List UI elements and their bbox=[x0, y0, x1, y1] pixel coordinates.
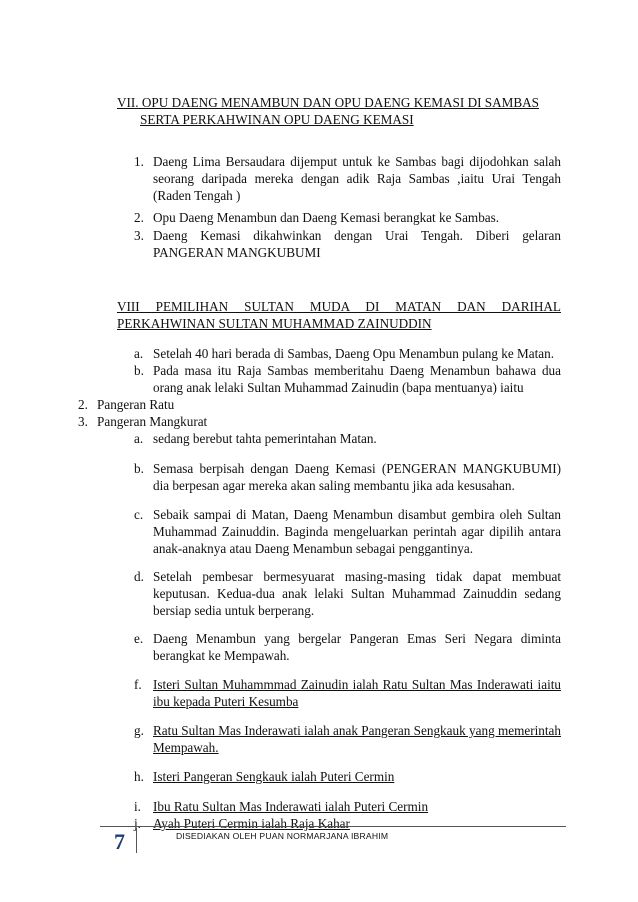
list-marker: b. bbox=[134, 461, 144, 476]
list-marker: 1. bbox=[134, 154, 144, 169]
list-item bbox=[134, 153, 561, 204]
list-item bbox=[134, 798, 561, 815]
page-number: 7 bbox=[114, 829, 125, 854]
list-item-text: Daeng Lima Bersaudara dijemput untuk ke Sambas bagi dijodohkan salah seorang daripada mereka dengan adik Raja Sambas ,iaitu Urai Tengah (Raden Tengah ) bbox=[153, 154, 561, 203]
numbered-item bbox=[78, 413, 207, 430]
list-item bbox=[134, 568, 561, 619]
list-item bbox=[134, 815, 561, 832]
list-item bbox=[134, 722, 561, 756]
list-marker: g. bbox=[134, 723, 144, 738]
list-item-text: Sebaik sampai di Matan, Daeng Menambun disambut gembira oleh Sultan Muhammad Zainuddin. Baginda mengeluarkan perintah agar dipilih antara anak-anaknya atau Daeng Menambun sebagai penggantinya. bbox=[153, 507, 561, 556]
list-item-text: Ayah Puteri Cermin ialah Raja Kahar bbox=[153, 816, 350, 831]
list-marker: d. bbox=[134, 569, 144, 584]
list-item-text: sedang berebut tahta pemerintahan Matan. bbox=[153, 431, 377, 446]
section-7-title-line-2: SERTA PERKAHWINAN OPU DAENG KEMASI bbox=[140, 112, 414, 127]
list-item bbox=[134, 506, 561, 557]
list-item-text: Setelah 40 hari berada di Sambas, Daeng Opu Menambun pulang ke Matan. bbox=[153, 346, 555, 361]
list-marker: h. bbox=[134, 769, 144, 784]
list-marker: 3. bbox=[134, 228, 144, 243]
list-marker: i. bbox=[134, 799, 141, 814]
list-item-text: Isteri Sultan Muhammmad Zainudin ialah Ratu Sultan Mas Inderawati iaitu ibu kepada Puteri Kesumba bbox=[153, 677, 561, 709]
list-item-text: Daeng Kemasi dikahwinkan dengan Urai Tengah. Diberi gelaran PANGERAN MANGKUBUMI bbox=[153, 228, 561, 260]
list-marker: j. bbox=[134, 816, 141, 831]
list-item-text: Pangeran Ratu bbox=[97, 397, 175, 412]
list-item bbox=[134, 676, 561, 710]
list-marker: 3. bbox=[78, 414, 88, 429]
list-item bbox=[134, 227, 561, 261]
footer-vertical-divider bbox=[136, 828, 137, 853]
list-item-text: Opu Daeng Menambun dan Daeng Kemasi berangkat ke Sambas. bbox=[153, 210, 500, 225]
list-item-text: Daeng Menambun yang bergelar Pangeran Emas Seri Negara diminta berangkat ke Mempawah. bbox=[153, 631, 561, 663]
list-marker: b. bbox=[134, 363, 144, 378]
list-item bbox=[134, 362, 561, 396]
list-marker: e. bbox=[134, 631, 144, 646]
list-item-text: Ibu Ratu Sultan Mas Inderawati ialah Puteri Cermin bbox=[153, 799, 429, 814]
list-item bbox=[134, 768, 561, 785]
section-8-title-line-1: VIII PEMILIHAN SULTAN MUDA DI MATAN DAN DARIHAL bbox=[117, 299, 561, 314]
list-item-text: Semasa berpisah dengan Daeng Kemasi (PENGERAN MANGKUBUMI) dia berpesan agar mereka akan saling membantu jika ada kesusahan. bbox=[153, 461, 561, 493]
list-item bbox=[134, 430, 561, 447]
list-marker: 2. bbox=[78, 397, 88, 412]
list-marker: c. bbox=[134, 507, 144, 522]
footer-divider bbox=[100, 826, 566, 827]
list-item bbox=[134, 630, 561, 664]
list-item bbox=[134, 460, 561, 494]
list-item-text: Pada masa itu Raja Sambas memberitahu Daeng Menambun bahawa dua orang anak lelaki Sultan Muhammad Zainudin (bapa mentuanya) iaitu bbox=[153, 363, 561, 395]
section-8-title-line-2: PERKAHWINAN SULTAN MUHAMMAD ZAINUDDIN bbox=[117, 316, 432, 331]
list-item bbox=[134, 345, 561, 362]
list-item-text: Setelah pembesar bermesyuarat masing-masing tidak dapat membuat keputusan. Kedua-dua anak lelaki Sultan Muhammad Zainuddin sedang bersiap sedia untuk berperang. bbox=[153, 569, 561, 618]
section-7-title-line-1: VII. OPU DAENG MENAMBUN DAN OPU DAENG KEMASI DI SAMBAS bbox=[117, 95, 540, 110]
list-item bbox=[134, 209, 561, 226]
list-marker: f. bbox=[134, 677, 142, 692]
list-marker: 2. bbox=[134, 210, 144, 225]
footer-credit: DISEDIAKAN OLEH PUAN NORMARJANA IBRAHIM bbox=[176, 831, 389, 841]
numbered-item bbox=[78, 396, 174, 413]
list-item-text: Isteri Pangeran Sengkauk ialah Puteri Cermin bbox=[153, 769, 395, 784]
list-marker: a. bbox=[134, 431, 144, 446]
list-item-text: Ratu Sultan Mas Inderawati ialah anak Pangeran Sengkauk yang memerintah Mempawah. bbox=[153, 723, 561, 755]
list-marker: a. bbox=[134, 346, 144, 361]
list-item-text: Pangeran Mangkurat bbox=[97, 414, 208, 429]
